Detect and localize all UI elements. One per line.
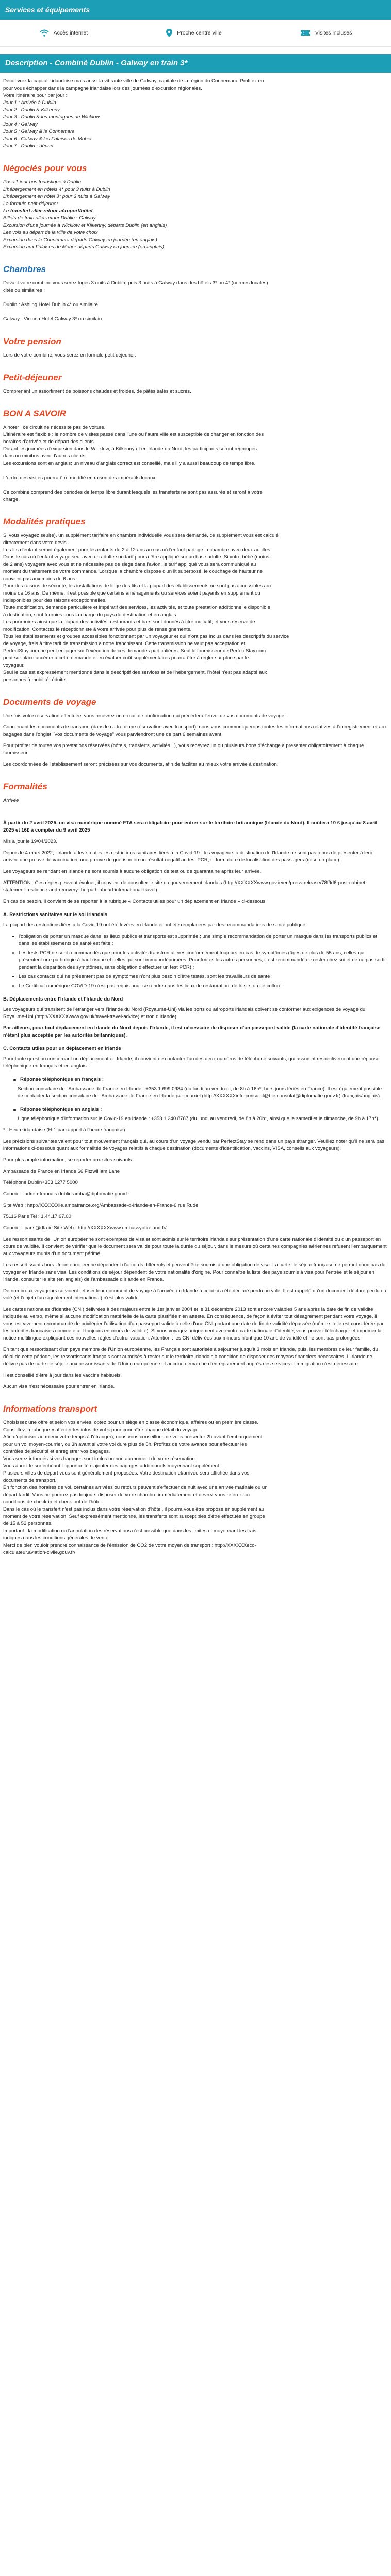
included-list (3, 179, 388, 251)
transport-line: Plusieurs villes de départ vous sont généralement proposées. Votre destination et/arrivée sera affichée dans vos (3, 1470, 250, 1476)
itinerary-day: Jour 7 : Dublin - départ (3, 143, 54, 149)
included-item: L'hébergement en hôtels 4* pour 3 nuits à Dublin (3, 187, 110, 192)
good-to-know-line: horaires d'arrivée et de départ des clients. (3, 439, 95, 445)
bullet-dot (13, 1109, 16, 1111)
section-documents-title: Documents de voyage (3, 697, 96, 707)
good-to-know-text (3, 424, 388, 503)
formalities-para: Il est conseillé d'être à jour dans les vaccins habituels. (3, 1372, 122, 1378)
documents-text (3, 713, 388, 768)
practical-line: directement dans votre devis. (3, 540, 68, 546)
wifi-icon (39, 29, 50, 37)
included-item: Excursion d'une journée à Wicklow et Kilkenny, départs Dublin (en anglais) (3, 223, 167, 228)
transport-line: moment de votre réservation. Seuf expressément mentionné, les transferts sont susceptibles d'être effectués en groupe (3, 1514, 265, 1519)
transport-line: Afin d'optimiser au mieux votre temps à l'étranger), nous vous conseillons de vous présenter 2h avant l'embarquement (3, 1434, 263, 1440)
amenity-center (166, 28, 221, 38)
transport-line: indiqués dans les conditions générales de vente. (3, 1535, 110, 1541)
intro-line: Découvrez la capitale irlandaise mais aussi la vibrante ville de Galway, capitale de la région du Connemara. Profitez en (3, 78, 264, 84)
formalities-para: Par ailleurs, pour tout déplacement en Irlande du Nord depuis l'Irlande, il est nécessaire de disposer d'un passeport valide (la carte nationale d'identité française n'étant plus acceptée par les autorités britanniques). (3, 1025, 381, 1038)
list-item: • Les cas contacts qui ne présentent pas de symptômes n'ont plus besoin d'être testés, sont les travailleurs de santé ; (19, 973, 388, 980)
transport-line: Vous serez informés si vos bagages sont inclus ou non au moment de votre réservation. (3, 1456, 197, 1462)
good-to-know-line: Les excursions sont en anglais; un niveau d'anglais correct est conseillé, mais il y a aussi beaucoup de temps libre. (3, 461, 256, 466)
included-item: Le transfert aller-retour aéroport/hôtel (3, 208, 93, 214)
documents-para: Concernant les documents de transport (dans le cadre d'une réservation avec transport), nous vous communiquerons toutes les informations relatives à l'enregistrement et aux bagages dans l'onglet "Vos documents de voyage" vous parviendront une de part 6 semaines avant. (3, 724, 387, 737)
section-practical-title: Modalités pratiques (3, 517, 86, 527)
formalities-arrival-label: Arrivée (3, 798, 19, 803)
itinerary-day: Jour 3 : Dublin & les montagnes de Wicklow (3, 114, 100, 120)
transport-line: Vous aurez le sur échéant l'opportunité d'ajouter des bagages additionnels moyennant supplément. (3, 1463, 221, 1469)
rooms-line: cités ou similaires : (3, 287, 45, 293)
practical-line: Si vous voyagez seul(e), un supplément tarifaire en chambre individuelle vous sera demandé, ce supplément vous est calculé (3, 533, 279, 538)
intro-line: Votre itinéraire pour par jour : (3, 93, 68, 98)
formalities-para: Pour toute question concernant un déplacement en Irlande, il convient de contacter l'un des deux numéros de téléphone suivants, qui assurent respectivement une réponse téléphonique en français et en anglais : (3, 1056, 380, 1069)
practical-line: Tous les établissements et groupes accessibles fonctionnent par un voyageur et qui n'ont pas inclus dans les descriptifs du service (3, 634, 289, 639)
phone-en-heading (13, 1106, 388, 1113)
itinerary-day: Jour 1 : Arrivée à Dublin (3, 100, 56, 106)
section-board-title: Votre pension (3, 336, 61, 346)
formalities-updated: Mis à jour le 19/04/2023. (3, 839, 58, 844)
good-to-know-line: L'itinéraire est flexible : le nombre de visites passé dans l'une ou l'autre ville est susceptible de changer en fonction des (3, 432, 264, 437)
good-to-know-line: A noter : ce circuit ne nécessite pas de voiture. (3, 425, 106, 430)
phone-fr-text: Section consulaire de l'Ambassade de France en Irlande : +353 1 699 0984 (du lundi au vendredi, de 8h à 16h*, hors jours fériés en France). Il est également possible de contacter la section consulaire de l'Ambassade de France en Irlande par courriel (http://XXXXXXinfo-consulat@t.ie.consulat@diplomatie.gouv.fr) (français/anglais). (18, 1086, 382, 1099)
good-to-know-line: Ce combiné comprend des périodes de temps libre durant lesquels les transferts ne sont pas assurés et seront à votre (3, 489, 263, 495)
ticket-icon (300, 29, 311, 37)
included-item: Excursion dans le Connemara départs Galway en journée (en anglais) (3, 237, 157, 243)
rooms-hotel-galway: Galway : Victoria Hotel Galway 3* ou similaire (3, 316, 104, 322)
intro-line: pour vous échapper dans la campagne irlandaise lors des journées d'excursion régionales. (3, 86, 202, 91)
formalities-para: ATTENTION : Ces règles peuvent évoluer, il convient de consulter le site du gouvernement irlandais (http://XXXXXXwww.gov.ie/en/press-release/78f9d6-post-cabinet-statement-resilience-and-recovery-the-path-ahead-international-travel). (3, 880, 367, 893)
amenity-label: Proche centre ville (177, 30, 222, 36)
amenity-label: Accès internet (53, 30, 88, 36)
practical-line: Pour des raisons de sécurité, les installations de linge des lits et la plupart des établissements ne sont pas accessibles aux (3, 583, 272, 589)
good-to-know-line: L'ordre des visites pourra être modifié en raison des impératifs locaux. (3, 475, 157, 481)
practical-line: convient pas aux moins de 6 ans. (3, 576, 77, 582)
description-title: Description - Combiné Dublin - Galway en train 3* (0, 54, 391, 73)
transport-line: Important : la modification ou l'annulation des réservations n'est possible que dans les limites et moyennant les frais (3, 1528, 257, 1534)
formalities-para: En tant que ressortissant d'un pays membre de l'Union européenne, les Français sont autorisés à séjourner jusqu'à 3 mois en Irlande, puis, les membres de leur famille, du délai de cette période, les ressortissants français sont autorisés à rester sur le territoire irlandais à condition de disposer des moyens financiers nécessaires. L'Irlande ne délivre pas de carte de séjour aux ressortissants de l'Union européenne et aucune démarche d'enregistrement auprès des services d'immigration n'est nécessaire. (3, 1347, 379, 1367)
embassy-email[interactable]: Courriel : admin-francais.dublin-amba@diplomatie.gouv.fr (3, 1191, 129, 1197)
practical-line: Les lits d'enfant seront également pour les enfants de 2 à 12 ans au cas où l'enfant partage la chambre avec deux adultes. (3, 547, 272, 553)
formalities-para: Depuis le 4 mars 2022, l'Irlande a levé toutes les restrictions sanitaires liées à la Covid-19 : les voyageurs à destination de l'Irlande ne sont pas tenus de présenter à leur arrivée une preuve de vaccination, une preuve de guérison ou un résultat négatif au test PCR, ni formulaire de localisation des passagers (mise en place). (3, 850, 373, 863)
good-to-know-line: dans un minibus avec d'autres clients. (3, 453, 87, 459)
included-item: Billets de train aller-retour Dublin - Galway (3, 215, 96, 221)
phone-fr-label: Réponse téléphonique en français : (20, 1077, 104, 1082)
formalities-section-b: B. Déplacements entre l'Irlande et l'Irlande du Nord (3, 996, 123, 1002)
documents-para: Une fois votre réservation effectuée, vous recevrez un e-mail de confirmation qui précédera l'envoi de vos documents de voyage. (3, 713, 286, 719)
list-item: • l'obligation de porter un masque dans les lieux publics et transports est supprimée ; une simple recommandation de porter un masque dans les transports publics et dans les établissements de santé est faite ; (19, 933, 388, 947)
transport-line: de 15 à 52 personnes. (3, 1521, 53, 1527)
phone-time-note: * : Heure irlandaise (H-1 par rapport à l'heure française) (3, 1127, 125, 1133)
phone-fr-heading (13, 1076, 388, 1083)
formalities-para: Les ressortissants de l'Union européenne sont exemptés de visa et sont admis sur le territoire irlandais sur présentation d'une carte nationale d'identité ou d'un passeport en cours de validité. Il convient de vérifier que le document sera valide pour toute la durée du séjour, dans le mesure où certaines compagnies aériennes refusent l'embarquement aux voyageurs munis d'un document périmé. (3, 1236, 387, 1257)
transport-line[interactable]: calculateur.aviation-civile.gouv.fr/ (3, 1550, 76, 1555)
practical-line: Seul le cas est expressément mentionné dans le descriptif des services et de l'hébergement, l'hôtel n'est pas adapté aux (3, 670, 267, 675)
embassy-address: Ambassade de France en Irlande 66 Fitzwilliam Lane (3, 1168, 120, 1174)
documents-para: Les coordonnées de l'établissement seront précisées sur vos documents, afin de faciliter au mieux votre arrivée à destination. (3, 761, 279, 767)
formalities-eta-notice: À partir du 2 avril 2025, un visa numérique nommé ETA sera obligatoire pour entrer sur le territoire britannique (Irlande du Nord). Il coûtera 10 £ jusqu'au 8 avril 2025 et 16£ à compter du 9 avril 2025 (3, 820, 378, 833)
formalities-para: Les précisions suivantes valent pour tout mouvement français qui, au cours d'un voyage vendu par PerfectStay se rend dans un pays étranger. Veuillez noter qu'il ne sera pas informations ci-dessous quant aux formalités de voyages relatifs à chaque destination (documents d'identification, vaccins, VISA, conseils aux voyageurs). (3, 1139, 385, 1151)
section-included-title: Négociés pour vous (3, 163, 87, 173)
formalities-para: Pour plus ample information, se reporter aux sites suivants : (3, 1157, 135, 1163)
breakfast-text: Comprenant un assortiment de boissons chaudes et froides, de pâtés salés et sucrés. (3, 388, 191, 394)
amenity-label: Visites incluses (315, 30, 352, 36)
practical-line: voyageur. (3, 663, 25, 668)
section-breakfast-title: Petit-déjeuner (3, 372, 62, 382)
documents-para: Pour profiter de toutes vos prestations réservées (hôtels, transferts, activités...), vous recevrez un ou plusieurs bons d'échange à présenter obligatoirement à chaque fournisseur. (3, 743, 364, 756)
formalities-para: La plupart des restrictions liées à la Covid-19 ont été levées en Irlande et ont été remplacées par des recommandations de santé publique : (3, 922, 308, 928)
practical-line: Dans le cas où l'enfant voyage seul avec un adulte son tarif pourra être appliqué sur un base adulte. Si votre bébé (moins (3, 554, 269, 560)
formalities-para: Aucun visa n'est nécessaire pour entrer en Irlande. (3, 1384, 115, 1389)
list-item: • Les tests PCR ne sont recommandés que pour les activités transfrontalières conformément toujours en cas de symptômes (âges de plus de 55 ans, celles qui présentent une pathologie à haut risque et celles qui sont immunodéprimées. Pour toutes les autres personnes, il est recommandé de rester chez soi et de ne pas sortir pendant la disparition des symptômes, sans obligation d'effectuer un test PCR) ; (19, 950, 388, 971)
transport-line: Dans le cas où le transfert n'est pas inclus dans votre réservation d'hôtel, il pourra vous être proposé en supplément au (3, 1506, 265, 1512)
itinerary-day: Jour 5 : Galway & le Connemara (3, 129, 75, 134)
transport-line: départ tardif. Vous ne pourrez pas toujours disposer de votre chambre immédiatement et devrez vous référer aux (3, 1492, 251, 1498)
included-item: Pass 1 jour bus touristique à Dublin (3, 179, 81, 185)
practical-line: peut sur place accéder à cette demande et en évaluer coût supplémentaires pourra être à régler sur place par le (3, 655, 249, 661)
formalities-section-c: C. Contacts utiles pour un déplacement en Irlande (3, 1046, 121, 1052)
practical-line: Les pourboires ainsi que la plupart des activités, restaurants et bars sont donnés à titre indicatif, et vous réserve de (3, 619, 255, 625)
practical-text (3, 532, 388, 684)
included-item: La formule petit-déjeuner (3, 201, 58, 207)
health-measures-list (19, 933, 388, 990)
transport-line[interactable]: Merci de bien vouloir prendre connaissance de l'émission de CO2 de votre moyen de transport : http://XXXXXXeco- (3, 1543, 256, 1548)
bullet-dot (13, 1079, 16, 1081)
description-content (0, 78, 391, 1579)
good-to-know-line: Durant les journées d'excursion dans le Wicklow, à Kilkenny et en Irlande du Nord, les participants seront regroupés (3, 446, 257, 452)
rooms-text (3, 280, 388, 323)
amenity-visits (300, 29, 352, 37)
transport-line: conditions de check-in et check-out de l'hôtel. (3, 1499, 103, 1505)
amenities-row (0, 20, 391, 47)
practical-line: Toute modification, demande particulière et impératif des services, les activités, et toute prestation additionnelle disponible (3, 605, 270, 611)
formalities-para: De nombreux voyageurs se voient refuser leur document de voyage à l'arrivée en Irlande à celui-ci a été déclaré perdu ou volé. Il est rappelé qu'un document déclaré perdu ou volé (et l'objet d'un signalement international) n'est plus valide. (3, 1288, 386, 1301)
practical-line: moment du traitement de votre commande. Lorsque la chambre dispose d'un lit superposé, le couchage de hauteur ne (3, 569, 263, 574)
itinerary-day: Jour 4 : Galway (3, 122, 38, 127)
good-to-know-line: charge. (3, 497, 20, 502)
formalities-section-a: A. Restrictions sanitaires sur le sol Irlandais (3, 912, 108, 918)
services-title: Services et équipements (0, 0, 391, 20)
section-formalities-title: Formalités (3, 782, 47, 791)
formalities-para: Les voyageurs se rendant en Irlande ne sont soumis à aucune obligation de test ou de quarantaine après leur arrivée. (3, 869, 262, 874)
transport-line: Consultez la rubrique « affecter les infos de vol » pour connaître chaque détail du voyage. (3, 1427, 200, 1433)
embassy-paris-phone: 75116 Paris Tel : 1.44.17.67.00 (3, 1214, 71, 1219)
formalities-para: Les voyageurs qui transitent de l'étranger vers l'Irlande du Nord (Royaume-Uni) via les ports ou aéroports irlandais doivent se conformer aux exigences de voyage du Royaume-Uni (http://XXXXXXwww.gov.uk/travel-travel-advice) et non d'Irlande). (3, 1007, 366, 1020)
transport-line: documents de transport. (3, 1478, 57, 1483)
practical-line: moins de 16 ans. De même, il est possible que certains aménagements ou services soient payants en supplément ou (3, 590, 260, 596)
list-item: • Le Certificat numérique COVID-19 n'est pas requis pour se rendre dans les lieux de restauration, de loisirs ou de culture. (19, 982, 388, 990)
phone-en-label: Réponse téléphonique en anglais : (20, 1107, 102, 1112)
practical-line: à destination, sont fournies sous la charge du pays de destination et en anglais. (3, 612, 178, 618)
included-item: Excursion aux Falaises de Moher départs Galway en journée (en anglais) (3, 244, 164, 250)
amenity-wifi (39, 29, 88, 37)
itinerary-day: Jour 6 : Galway & les Falaises de Moher (3, 136, 92, 142)
formalities-text (3, 797, 388, 1391)
practical-line: personnes à mobilité réduite. (3, 677, 67, 683)
included-item: L'hébergement en hôtel 3* pour 3 nuits à Galway (3, 194, 110, 199)
embassy-website[interactable]: Site Web : http://XXXXXXie.ambafrance.org/Ambassade-d-Irlande-en-France-6 rue Rude (3, 1202, 199, 1208)
rooms-line: Devant votre combiné vous serez logés 3 nuits à Dublin, puis 3 nuits à Galway dans des hôtels 3* ou 4* (normes locales) (3, 280, 268, 286)
formalities-para: Les ressortissants hors Union européenne dépendent d'accords différents et peuvent être soumis à une obligation de visa. La carte de séjour française ne permet donc pas de voyager en Irlande sans visa. Les conditions de séjour dépendent de votre nationalité d'origine. Pour connaître la liste des pays soumis à visa pour l'entrée et le séjour en Irlande, consulter le site (en anglais) de l'ambassade d'Irlande en France. (3, 1262, 386, 1282)
section-good-to-know-title: BON A SAVOIR (3, 409, 67, 418)
embassy-paris-contact[interactable]: Courriel : paris@dfa.ie Site Web : http://XXXXXXwww.embassyofireland.fr/ (3, 1225, 167, 1231)
formalities-para: Les cartes nationales d'identité (CNI) délivrées à des majeurs entre le 1er janvier 2004 et le 31 décembre 2013 sont encore valables 5 ans après la date de fin de validité indiquée au verso, même si aucune modification matérielle de la carte plastifiée n'en atteste. En conséquence, de façon à éviter tout désagrément pendant votre voyage, il vous est vivement recommandé de privilégier l'utilisation d'un passeport valide à celle d'une CNI portant une date de fin de validité dépassée (même si elle est considérée par les autorités françaises comme étant toujours en cours de validité). Si vous voyagez uniquement avec votre carte nationale d'identité, vous pouvez télécharger et imprimer la notice multilingue expliquant ces nouvelles règles d'octroi vacation. Attention : les CNI délivrées aux mineurs n'ont que 10 ans de validité et ne sont pas prolongées. (3, 1307, 384, 1341)
transport-line: pour un vol moyen-courrier, ou 3h avant si votre vol dure plus de 5h. Profitez de votre avance pour effectuer les (3, 1442, 247, 1447)
section-rooms-title: Chambres (3, 264, 46, 274)
rooms-hotel-dublin: Dublin : Ashling Hotel Dublin 4* ou similaire (3, 302, 98, 308)
embassy-phone: Téléphone Dublin+353 1277 5000 (3, 1180, 78, 1185)
board-text: Lors de votre combiné, vous serez en formule petit déjeuner. (3, 352, 136, 358)
practical-line: de voyage, frais à titre tarif de transmission à notre franchissant. Cette transmission ne vaut pas acceptation et (3, 641, 246, 647)
section-transport-title: Informations transport (3, 1404, 97, 1414)
location-pin-icon (166, 28, 173, 38)
formalities-para: En cas de besoin, il convient de se reporter à la rubrique « Contacts utiles pour un déplacement en Irlande » ci-dessous. (3, 899, 267, 904)
practical-line: modification. Contactez le réceptionniste à votre arrivée pour plus de renseignements. (3, 626, 192, 632)
intro-text (3, 78, 388, 150)
practical-line: de 2 ans) voyagera avec vous et ne nécessite pas de siège dans l'avion, le tarif appliqué vous sera communiqué au (3, 562, 256, 567)
transport-line: En fonction des horaires de vol, certaines arrivées ou retours peuvent s'effectuer de nuit avec une arrivée matinale ou un (3, 1485, 268, 1490)
transport-text (3, 1419, 388, 1556)
phone-en-text: Ligne téléphonique d'information sur le Covid-19 en Irlande : +353 1 240 8787 (du lundi au vendredi, de 8h à 20h*, ainsi que le samedi et le dimanche, de 9h à 17h*). (18, 1116, 380, 1122)
itinerary-day: Jour 2 : Dublin & Kilkenny (3, 107, 60, 113)
transport-line: Choisissez une offre et selon vos envies, optez pour un siège en classe économique, affaires ou en première classe. (3, 1420, 259, 1426)
practical-line: indisponibles pour des raisons exceptionnelles. (3, 598, 107, 603)
practical-line: PerfectStay.com ne peut engager sur l'exécution de ces demandes particulières. Seul le fournisseur de PerfectStay.com (3, 648, 266, 654)
included-item: Les vols au départ de la ville de votre choix (3, 230, 98, 235)
transport-line: contrôles de sécurité et enregistrer vos bagages. (3, 1449, 110, 1454)
